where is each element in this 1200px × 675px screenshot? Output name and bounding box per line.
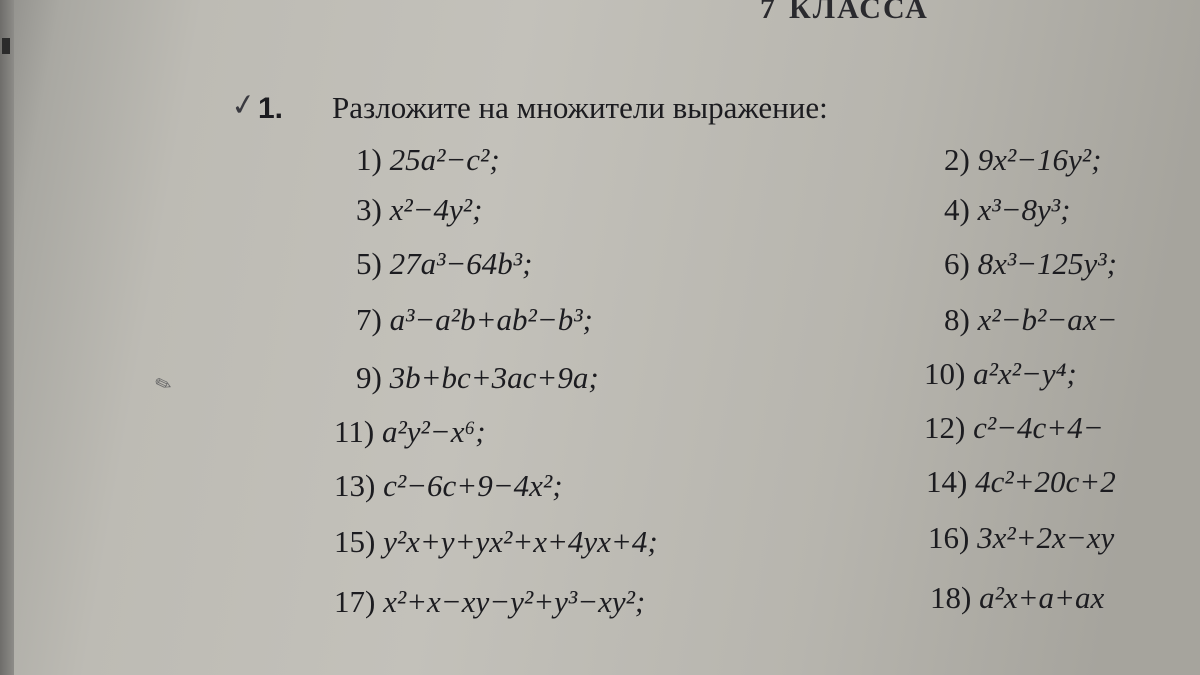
exercise-item [928, 520, 1114, 556]
item-expression: a²x+a+ax [979, 580, 1105, 615]
header-grade-number: 7 [760, 0, 777, 25]
exercise-item [924, 410, 1104, 446]
item-expression: 3b+bc+3ac+9a; [389, 360, 599, 395]
item-expression: y²x+y+yx²+x+4yx+4; [383, 524, 658, 559]
item-expression: 8x³−125y³; [977, 246, 1117, 281]
exercise-item [944, 302, 1117, 338]
item-expression: 4c²+20c+2 [975, 464, 1116, 499]
item-label: 4) [944, 192, 970, 227]
exercise-item [334, 468, 563, 504]
item-label: 15) [334, 524, 376, 559]
item-label: 16) [928, 520, 970, 555]
item-label: 17) [334, 584, 376, 619]
exercise-item [334, 524, 658, 560]
exercise-item [356, 302, 593, 338]
item-expression: x²−b²−ax− [977, 302, 1118, 337]
page-header [760, 0, 929, 26]
exercise-item [924, 356, 1077, 392]
item-expression: c²−4c+4− [973, 410, 1104, 445]
item-label: 14) [926, 464, 968, 499]
item-label: 13) [334, 468, 376, 503]
check-mark-icon: ✓ [228, 86, 259, 125]
item-expression: x²−4y²; [389, 192, 483, 227]
item-label: 11) [334, 414, 375, 449]
item-expression: a²y²−x⁶; [381, 414, 486, 449]
item-label: 5) [356, 246, 382, 281]
pencil-mark-icon: ✎ [151, 369, 176, 399]
exercise-item [926, 464, 1116, 500]
exercise-item [356, 142, 500, 178]
item-expression: x³−8y³; [977, 192, 1071, 227]
exercise-item [334, 584, 645, 620]
task-instruction: Разложите на множители выражение: [332, 90, 828, 125]
exercise-item [944, 142, 1101, 178]
item-label: 12) [924, 410, 966, 445]
exercise-item [356, 360, 599, 396]
item-expression: x²+x−xy−y²+y³−xy²; [383, 584, 646, 619]
exercise-item [356, 246, 532, 282]
item-expression: a³−a²b+ab²−b³; [389, 302, 593, 337]
item-label: 9) [356, 360, 382, 395]
item-label: 3) [356, 192, 382, 227]
item-label: 10) [924, 356, 966, 391]
exercise-item [944, 246, 1117, 282]
item-expression: 27a³−64b³; [389, 246, 533, 281]
item-label: 1) [356, 142, 382, 177]
page-edge [0, 0, 14, 675]
item-label: 6) [944, 246, 970, 281]
exercise-item [334, 414, 486, 450]
exercise-item [944, 192, 1070, 228]
item-expression: 25a²−c²; [389, 142, 500, 177]
item-expression: a²x²−y⁴; [973, 356, 1077, 391]
item-label: 18) [930, 580, 972, 615]
item-label: 2) [944, 142, 970, 177]
exercise-item [356, 192, 482, 228]
item-expression: c²−6c+9−4x²; [383, 468, 563, 503]
exercise-item [930, 580, 1104, 616]
item-label: 7) [356, 302, 382, 337]
header-grade-word: КЛАССА [789, 0, 929, 25]
task-number: 1. [258, 92, 284, 125]
item-label: 8) [944, 302, 970, 337]
item-expression: 3x²+2x−xy [977, 520, 1115, 555]
item-expression: 9x²−16y²; [977, 142, 1102, 177]
edge-mark [2, 38, 10, 54]
